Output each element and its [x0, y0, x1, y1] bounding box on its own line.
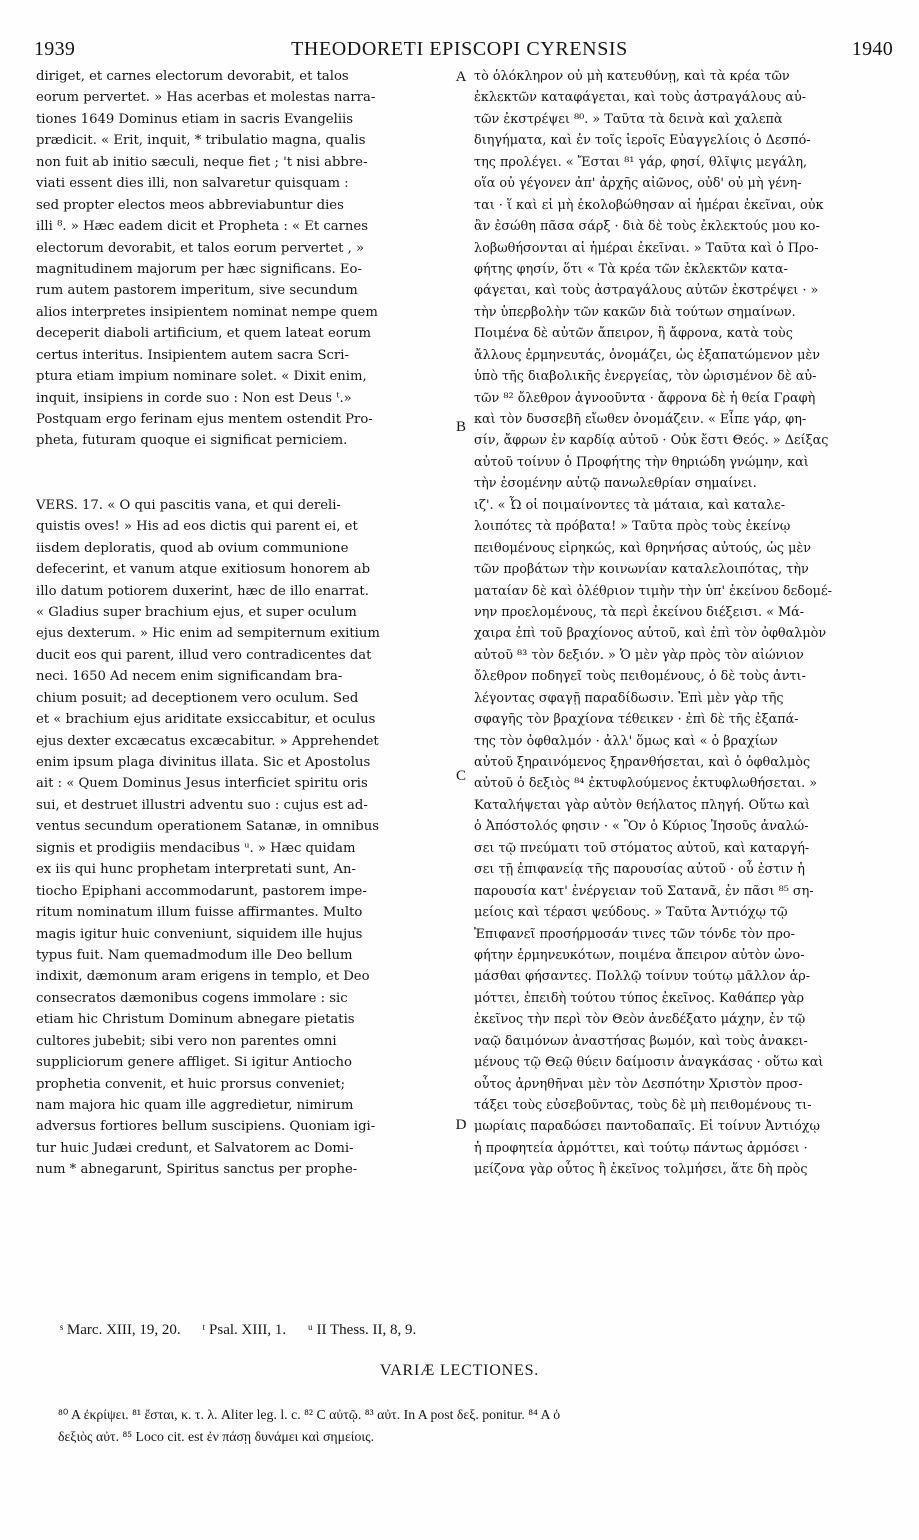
greek-line: Καταλήψεται γὰρ αὐτὸν θεήλατος πληγή. Οὕτω καὶ — [474, 797, 811, 813]
latin-line: tiocho Epiphani accommodarunt, pastorem impe- — [36, 883, 367, 899]
latin-line: chium posuit; ad deceptionem vero oculum. Sed — [36, 690, 359, 706]
latin-line: prædicit. « Erit, inquit, * tribulatio magna, qualis — [36, 133, 366, 149]
latin-line: enim ipsum plaga divinitus illata. Sic et Apostolus — [36, 755, 371, 770]
latin-line: defecerint, et vanum atque exitiosum honorem ab — [36, 562, 371, 578]
latin-column — [36, 66, 454, 1320]
greek-line: αὐτοῦ τοίνυν ὁ Προφήτης τὴν θηριώδη γνώμην, καὶ — [474, 454, 809, 470]
greek-line: σφαγῆς τὸν βραχίονα τέθεικεν · ἐπὶ δὲ τῆς ἐξαπά- — [474, 712, 799, 728]
greek-line: ναῷ δαιμόνων ἀναστήσας βωμόν, καὶ τοὺς ἀνακει- — [474, 1033, 808, 1049]
greek-line: ἐκεῖνος τὴν περὶ τὸν Θεὸν ἀνεδέξατο μάχην, ἐν τῷ — [474, 1012, 806, 1028]
greek-line: διηγήματα, καὶ ἐν τοῖς ἱεροῖς Εὐαγγελίοις ὁ Δεσπό- — [474, 133, 811, 149]
latin-line: tiones 1649 Dominus etiam in sacris Evangeliis — [36, 111, 354, 127]
greek-line: σίν, ἄφρων ἐν καρδίᾳ αὐτοῦ · Οὐκ ἔστι Θεός. » Δείξας — [474, 433, 829, 449]
greek-block-1 — [474, 66, 887, 495]
greek-line: σει τῷ πνεύματι τοῦ στόματος αὐτοῦ, καὶ καταργή- — [474, 840, 810, 856]
greek-line: τάξει τοὺς εὐσεβοῦντας, τοὺς δὲ μὴ πειθομένους τι- — [474, 1098, 812, 1113]
latin-line: sui, et destruet illustri adventu suo : cujus est ad- — [36, 797, 368, 813]
paragraph-gap — [36, 473, 454, 494]
latin-line: magis igitur huic conveniunt, siquidem ille hujus — [36, 926, 363, 942]
greek-block-2 — [474, 495, 887, 1181]
greek-line: Ἐπιφανεῖ προσήρμοσάν τινες τῶν τόνδε τὸν προ- — [474, 926, 795, 942]
latin-line: et « brachium ejus ariditate exsiccabitur, et oculus — [36, 712, 376, 728]
margin-letter-a: A — [455, 69, 467, 85]
latin-line: tur huic Judæi credunt, et Salvatorem ac Domi- — [36, 1140, 354, 1156]
latin-line: quistis oves! » His ad eos dictis qui parent ei, et — [36, 519, 358, 535]
greek-line: ὄλεθρον ποδηγεῖ τοὺς πειθομένους, ὁ δὲ τοὺς ἀντι- — [474, 669, 806, 685]
greek-line: της προλέγει. « Ἔσται ⁸¹ γάρ, φησί, θλῖψις μεγάλη, — [474, 154, 808, 170]
latin-line: adversus fortiores bellum suscipiens. Quoniam igi- — [36, 1119, 376, 1135]
latin-line: typus fuit. Nam quemadmodum ille Deo bellum — [36, 947, 353, 963]
latin-line: signis et prodigiis mendacibus ᵘ. » Hæc quidam — [36, 840, 356, 856]
greek-line: τῶν ⁸² ὄλεθρον ἀγνοοῦντα · ἄφρονα δὲ ἡ θεία Γραφὴ — [474, 390, 816, 406]
right-page-number: 1940 — [851, 38, 893, 60]
latin-line: rum autem pastorem imperitum, sive secundum — [36, 283, 358, 299]
greek-line: καὶ τὸν δυσσεβῆ εἴωθεν ὀνομάζειν. « Εἶπε γάρ, φη- — [474, 412, 807, 427]
latin-line: alios interpretes insipientem nominat nempe quem — [36, 304, 378, 320]
greek-line: ἄλλους ἑρμηνευτάς, ὀνομάζει, ὡς ἐξαπατώμενον μὲν — [474, 347, 821, 363]
greek-line: τὸ ὁλόκληρον οὐ μὴ κατευθύνῃ, καὶ τὰ κρέα τῶν — [474, 69, 790, 84]
greek-line: αὐτοῦ ὁ δεξιὸς ⁸⁴ ἐκτυφλούμενος ἐκτυφλωθήσεται. » — [474, 776, 818, 792]
latin-block-2 — [36, 495, 454, 1181]
margin-letter-d: D — [455, 1117, 467, 1133]
latin-line: viati essent dies illi, non salvaretur quisquam : — [36, 176, 349, 192]
latin-line: eorum pervertet. » Has acerbas et molestas narra- — [36, 90, 376, 106]
margin-letter-c: C — [455, 768, 466, 784]
latin-line: illo datum potiorem duxerint, hæc de illo enarrat. — [36, 583, 369, 599]
margin-letter-b: B — [455, 419, 466, 435]
greek-line: χαιρα ἐπὶ τοῦ βραχίονος αὐτοῦ, καὶ ἐπὶ τὸν ὀφθαλμὸν — [474, 626, 827, 642]
footnotes — [60, 1320, 880, 1340]
greek-line: νην προελομένους, τὰ περὶ ἐκείνου διέξεισι. « Μά- — [474, 604, 805, 620]
greek-line: τὴν ὑπερβολὴν τῶν κακῶν διὰ τούτων σημαίνων. — [474, 304, 796, 320]
latin-line: consecratos dæmonibus cogens immolare : sic — [36, 990, 348, 1006]
latin-line: ejus dexter excæcatus excæcabitur. » Apprehendet — [36, 733, 379, 749]
greek-line: ματαίαν δὲ καὶ ὀλέθριον τιμὴν τὴν ὑπ' ἐκείνου δεδομέ- — [474, 583, 832, 599]
greek-line: μάσθαι φήσαντες. Πολλῷ τοίνυν τούτῳ μᾶλλον ἁρ- — [474, 969, 811, 985]
latin-line: suppliciorum genere affliget. Si igitur Antiocho — [36, 1055, 352, 1071]
greek-line: τὴν ἐσομένην αὐτῷ πανωλεθρίαν σημαίνει. — [474, 476, 757, 492]
greek-line: σει τῇ ἐπιφανείᾳ τῆς παρουσίας αὐτοῦ · οὗ ἐστιν ἡ — [474, 862, 805, 878]
greek-line: μωρίαις παραδώσει παντοδαπαῖς. Εἰ τοίνυν Ἀντιόχῳ — [474, 1119, 820, 1135]
left-page-number: 1939 — [34, 38, 76, 60]
greek-line: φήτης φησίν, ὅτι « Τὰ κρέα τῶν ἐκλεκτῶν κατα- — [474, 261, 788, 277]
greek-line: λοιπότες τὰ πρόβατα! » Ταῦτα πρὸς τοὺς ἐκείνῳ — [474, 519, 791, 535]
greek-line: ὑπὸ τῆς διαβολικῆς ἐνεργείας, τὸν ὡρισμένον δὲ αὐ- — [474, 369, 817, 385]
variae-lectiones-title: VARIÆ LECTIONES. — [379, 1362, 540, 1379]
footnote: ᵗ Psal. XIII, 1. — [202, 1322, 287, 1338]
greek-line: ἂν ἐσώθη πᾶσα σάρξ · διὰ δὲ τοὺς ἐκλεκτούς μου κο- — [474, 219, 820, 235]
variant-line: ⁸⁰ A ἐκρίψει. ⁸¹ ἔσται, κ. τ. λ. Aliter leg. l. c. ⁸² C αὐτῷ. ⁸³ αὐτ. In A post δεξ. ponitur. ⁸⁴ A ὁ — [58, 1407, 561, 1422]
greek-line: ιζ'. « Ὦ οἱ ποιμαίνοντες τὰ μάταια, καὶ καταλε- — [474, 497, 786, 513]
footnote: ᵘ II Thess. II, 8, 9. — [307, 1322, 417, 1338]
greek-line: οὗτος ἀρνηθῆναι μὲν τὸν Δεσπότην Χριστὸν προσ- — [474, 1076, 803, 1092]
latin-line: VERS. 17. « O qui pascitis vana, et qui dereli- — [36, 497, 341, 513]
latin-line: ritum nominatum illum fuisse affirmantes. Multo — [36, 905, 363, 921]
latin-line: ventus secundum operationem Satanæ, in omnibus — [36, 819, 379, 835]
greek-line: αὐτοῦ ξηραινόμενος ξηρανθήσεται, καὶ ὁ ὀφθαλμὸς — [474, 755, 811, 770]
latin-line: ait : « Quem Dominus Jesus interficiet spiritu oris — [36, 776, 368, 792]
greek-column — [474, 66, 887, 1320]
latin-line: electorum devorabit, et talos eorum pervertet , » — [36, 240, 365, 256]
latin-line: prophetia convenit, et huic prorsus conveniet; — [36, 1076, 346, 1092]
latin-line: illi ⁸. » Hæc eadem dicit et Propheta : « Et carnes — [36, 219, 368, 235]
latin-line: diriget, et carnes electorum devorabit, et talos — [36, 69, 349, 84]
latin-line: iisdem deploratis, quod ab ovium communione — [36, 540, 349, 556]
greek-line: ὁ Ἀπόστολός φησιν · « Ὃν ὁ Κύριος Ἰησοῦς ἀναλώ- — [474, 819, 809, 835]
latin-line: num * abnegarunt, Spiritus sanctus per prophe- — [36, 1162, 358, 1178]
latin-line: etiam hic Christum Dominum abnegare pietatis — [36, 1012, 355, 1028]
latin-line: deceperit diaboli artificium, et quem lateat eorum — [36, 326, 372, 342]
latin-line: « Gladius super brachium ejus, et super oculum — [36, 604, 357, 620]
latin-block-1 — [36, 66, 454, 452]
latin-line: certus interitus. Insipientem autem sacra Scri- — [36, 347, 349, 363]
greek-line: τῶν ἐκστρέψει ⁸⁰. » Ταῦτα τὰ δεινὰ καὶ χαλεπὰ — [474, 111, 783, 127]
greek-line: μόττει, ἐπειδὴ τούτου τύπος ἐκεῖνος. Καθάπερ γὰρ — [474, 990, 805, 1006]
greek-line: μένους τῷ Θεῷ θύειν δαίμοσιν ἀναγκάσας · οὕτω καὶ — [474, 1055, 824, 1071]
greek-line: οἵα οὐ γέγονεν ἀπ' ἀρχῆς αἰῶνος, οὐδ' οὐ μὴ γένη- — [474, 176, 802, 192]
latin-line: indixit, dæmonum aram erigens in templo, et Deo — [36, 969, 370, 985]
latin-line: ducit eos qui parent, illud vero contradicentes dat — [36, 647, 372, 663]
paragraph-gap — [36, 452, 454, 473]
variae-lectiones — [58, 1404, 898, 1448]
greek-line: της τὸν ὀφθαλμόν · ἀλλ' ὅμως καὶ « ὁ βραχίων — [474, 733, 778, 749]
latin-line: cultores jubebit; sibi vero non parentes omni — [36, 1033, 337, 1049]
greek-line: ἐκλεκτῶν καταφάγεται, καὶ τοὺς ἀστραγάλους αὐ- — [474, 90, 807, 106]
greek-line: πειθομένους εἰρηκώς, καὶ θρηνήσας αὐτούς, ὡς μὲν — [474, 540, 812, 556]
greek-line: τῶν προβάτων τὴν κοινωνίαν καταλελοιπότας, τὴν — [474, 562, 809, 578]
latin-line: neci. 1650 Ad necem enim significandam bra- — [36, 669, 343, 685]
greek-line: φήτην ἑρμηνευκότων, ποιμένα ἄπειρον αὐτὸν ὠνο- — [474, 947, 805, 963]
latin-line: ex iis qui hunc prophetam interpretati sunt, An- — [36, 862, 356, 878]
footnote: ˢ Marc. XIII, 19, 20. — [60, 1322, 181, 1338]
greek-line: ται · ἵ καὶ εἰ μὴ ἐκολοβώθησαν αἱ ἡμέραι ἐκεῖναι, οὐκ — [474, 197, 824, 213]
greek-line: μείοις καὶ τέρασι ψεύδους. » Ταῦτα Ἀντιόχῳ τῷ — [474, 905, 788, 921]
greek-line: αὐτοῦ ⁸³ τὸν δεξιόν. » Ὁ μὲν γὰρ πρὸς τὸν αἰώνιον — [474, 647, 804, 663]
greek-line: φάγεται, καὶ τοὺς ἀστραγάλους αὐτῶν ἐκστρέψει · » — [474, 283, 819, 299]
latin-line: Postquam ergo ferinam ejus mentem ostendit Pro- — [36, 412, 373, 427]
latin-line: nam majora hic quam ille aggredietur, nimirum — [36, 1098, 354, 1113]
latin-line: inquit, insipiens in corde suo : Non est Deus ᵗ.» — [36, 390, 352, 406]
greek-line: μείζονα γὰρ οὗτος ἢ ἐκεῖνος τολμήσει, ἅτε δὴ πρὸς — [474, 1162, 808, 1178]
variant-line: δεξιὸς αὐτ. ⁸⁵ Loco cit. est ἐν πάσῃ δυνάμει καὶ σημείοις. — [58, 1429, 375, 1444]
latin-line: pheta, futuram quoque ei significat perniciem. — [36, 433, 348, 449]
running-title: THEODORETI EPISCOPI CYRENSIS — [291, 38, 628, 60]
latin-line: magnitudinem majorum per hæc significans. Eo- — [36, 261, 362, 277]
latin-line: sed propter electos meos abbreviabuntur dies — [36, 197, 344, 213]
greek-line: λέγοντας σφαγῇ παραδίδωσιν. Ἐπὶ μὲν γὰρ τῆς — [474, 690, 784, 706]
latin-line: non fuit ab initio sæculi, neque fiet ; 't nisi abbre- — [36, 154, 368, 170]
greek-line: λοβωθήσονται αἱ ἡμέραι ἐκεῖναι. » Ταῦτα καὶ ὁ Προ- — [474, 240, 819, 256]
greek-line: Ποιμένα δὲ αὐτῶν ἄπειρον, ἢ ἄφρονα, κατὰ τοὺς — [474, 326, 793, 342]
greek-line: παρουσία κατ' ἐνέργειαν τοῦ Σατανᾶ, ἐν πᾶσι ⁸⁵ ση- — [474, 883, 814, 899]
latin-line: ptura etiam impium nominare solet. « Dixit enim, — [36, 369, 367, 385]
latin-line: ejus dexterum. » Hic enim ad sempiternum exitium — [36, 626, 380, 642]
greek-line: ἡ προφητεία ἁρμόττει, καὶ τούτῳ πάντως ἁρμόσει · — [474, 1140, 808, 1156]
